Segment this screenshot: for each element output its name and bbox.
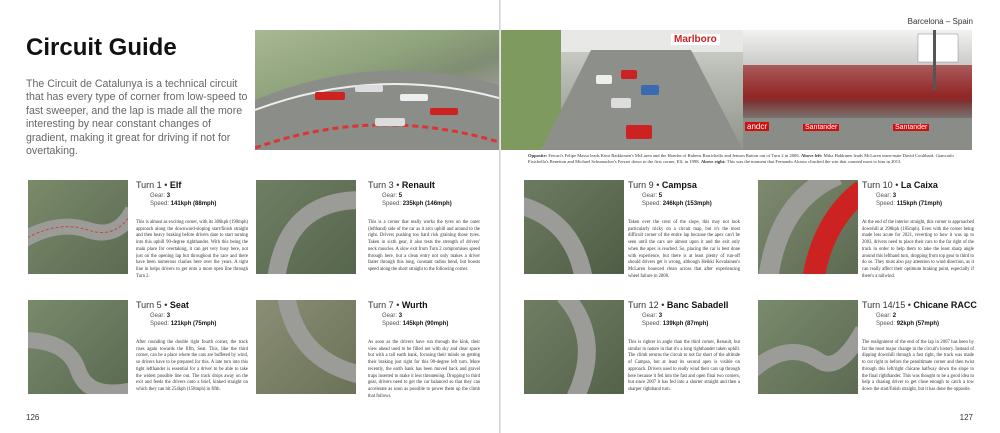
turn-thumbnail-campsa [524,180,624,274]
gear-stat [368,192,480,200]
turn-card-seat [136,300,248,394]
turn-thumbnail-renault [256,180,356,274]
speed-label: Speed: [642,321,662,327]
turn-number: Turn 12 [628,300,659,310]
turn-number: Turn 14/15 [862,300,906,310]
gear-value: 2 [892,313,897,319]
track-aerial-icon [28,180,128,274]
speed-value: 92kph (57mph) [896,321,940,327]
turn-title: Turn 12 • Banc Sabadell [628,300,729,310]
turn-description: This is almost as exciting corner, with its 306kph (190mph) approach along the downward-sloping start/finish straight and then heavy braking before drivers dare to start turning into this uphill 90-degree righthander. With this being the main place for overtaking, it can get very busy here, not just on the opening lap but throughout the race and there have been numerous clashes here over the years. A tight line in helps drivers to get onto a more open line through Turn 2. [136,220,248,279]
turn-description: After rounding the double right fourth corner, the track rises again towards the fifth, Seat. This, like the third corner, can be a place where the cars are buffeted by wind, so drivers have to be prepared for this. A late turn into this tight lefthander is essential for a driver to be able to take the widest possible line out. The track drops away on the exit and feeds the drivers onto a brief, kinked straight on which they can hit 254kph (158mph) in fifth. [136,340,248,392]
header-location: Barcelona – Spain [907,17,973,26]
turn-card-chicane-racc [862,300,977,394]
turn-description: Taken over the crest of the slope, this may not look particularly tricky on a circuit map, but it's the most difficult corner of the entire lap because the apex can't be seen until the cars are almost upon it and the exit only when the apex is reached. So, placing the car is best done with experience, but there is at least plenty of run-off should drivers get it wrong, although Heikki Kovalainen's McLaren bounced clean across that after experiencing wheel failure in 2008. [628,220,740,279]
turn-name: La Caixa [900,180,938,190]
photo-caption [528,153,972,165]
speed-label: Speed: [876,201,896,207]
turn-number: Turn 1 [136,180,162,190]
turn-card-wurth [368,300,480,400]
race-photo-alonso-2013-graphic [743,30,972,150]
speed-label: Speed: [642,201,662,207]
speed-label: Speed: [150,321,170,327]
marlboro-banner: Marlboro [671,34,720,45]
speed-stat [628,200,740,208]
turn-name: Seat [169,300,189,310]
speed-stat [136,320,248,328]
turn-description: This is righter in angle than the third corner, Renault, but similar in nature in that it's a long righthander taken uphill. The climb returns the circuit to not far short of the altitude of Campsa, but at least its second apex is visible on approach. Drivers used to really wind their cars up through here because it fed into the fast and open final two corners, but since 2007 it has fed into a shorter straight and then a sharper righthand turn. [628,340,740,392]
gear-label: Gear: [150,313,166,319]
speed-value: 121kph (75mph) [170,321,217,327]
race-photo-alonso-2013 [743,30,972,150]
gear-stat [368,312,480,320]
santander-banner-1: Santander [805,124,838,131]
caption-opposite-label: Opposite: [528,153,548,158]
gear-stat [628,312,740,320]
track-aerial-icon [524,180,624,274]
speed-stat [368,320,480,328]
gear-value: 3 [892,193,897,199]
caption-above-right-text: This was the moment that Fernando Alonso clinched the win that counted most to him in 2013. [726,159,902,165]
gear-label: Gear: [382,193,398,199]
caption-above-left-text: Mika Hakkinen leads McLaren team-mate David Coulthard, Giancarlo Fisichella's Benetton and Michael Schumacher's Ferrari down to the first corner, Elf, in 1998. [528,153,954,165]
gear-stat [136,312,248,320]
speed-stat [862,320,974,328]
gear-stat [136,192,248,200]
turn-card-renault [368,180,480,274]
turn-name: Elf [169,180,182,190]
turn-name: Wurth [401,300,428,310]
turn-number: Turn 9 [628,180,654,190]
turn-title: Turn 9 • Campsa [628,180,697,190]
speed-label: Speed: [382,201,402,207]
speed-label: Speed: [382,321,402,327]
turn-description: At the end of the interior straight, this corner is approached downhill at 298kph (185mph). Even with the corner being made less acute for 2021, reverting to how it was up to 2003, drivers need to place their cars to the far right of the track in order to help them to take the least sharp angle around this lefthand turn, dropping from top gear to third to do so. They must also pay attention to wind direction, as it can really affect their optimum braking point, especially if there's a tailwind. [862,220,974,279]
turn-title: Turn 5 • Seat [136,300,189,310]
turn-title: Turn 10 • La Caixa [862,180,938,190]
turn-card-banc-sabadell [628,300,740,394]
turn-number: Turn 3 [368,180,394,190]
gear-label: Gear: [642,193,658,199]
turn-description: As soon as the drivers have run through the kink, their view ahead used to be filled not with sky and clear space but with a tall earth bank, focusing their minds on getting their braking just right for this 90-degree left turn. More recently, the earth bank has been moved back and gravel traps inserted to make it less threatening. Dropping to third gear, drivers need to get the car balanced so that they can accelerate as soon as possible to power them up the climb that follows. [368,340,480,399]
turn-title: Turn 3 • Renault [368,180,435,190]
turn-title: Turn 1 • Elf [136,180,182,190]
race-photo-start-1998 [501,30,743,150]
speed-value: 141kph (88mph) [170,201,217,207]
track-aerial-icon [256,300,356,394]
gear-stat [628,192,740,200]
gear-label: Gear: [876,193,892,199]
track-aerial-icon [758,180,858,274]
track-aerial-icon [28,300,128,394]
gear-value: 3 [398,313,403,319]
gear-value: 3 [166,313,171,319]
track-aerial-icon [256,180,356,274]
speed-label: Speed: [150,201,170,207]
santander-banner-2: Santander [895,124,928,131]
race-photo-turn-2-graphic [255,30,499,150]
track-aerial-icon [524,300,624,394]
turn-thumbnail-elf [28,180,128,274]
turn-name: Campsa [661,180,697,190]
gear-stat [862,192,974,200]
turn-card-campsa [628,180,740,280]
turn-thumbnail-wurth [256,300,356,394]
race-photo-turn-2 [255,30,499,150]
turn-title: Turn 7 • Wurth [368,300,428,310]
turn-number: Turn 10 [862,180,893,190]
speed-value: 145kph (90mph) [402,321,449,327]
page-title: Circuit Guide [26,34,177,61]
turn-thumbnail-seat [28,300,128,394]
caption-opposite-text: Ferrari's Felipe Massa leads Kimi Raikkonen's McLaren and the Hondas of Rubens Barrichello and Jenson Button out of Turn 2 in 2006. [548,153,800,158]
gear-value: 3 [166,193,171,199]
turn-thumbnail-chicane-racc [758,300,858,394]
turn-description: This is a corner that really works the tyres on the outer (lefthand) side of the car as it arcs uphill and around to the right. Drivers pushing too hard risk graining those tyres. Taken in sixth gear, it also tests the strength of drivers' neck muscles. A slow exit from Turn 2 compromises speed through here, but a clean entry not only makes a driver faster through this long, constant radius bend, but boosts speed along the short straight to the following corner. [368,220,480,272]
intro-paragraph: The Circuit de Catalunya is a technical circuit that has every type of corner from low-speed to fast sweeper, and the lap is made all the more interesting by near constant changes of gradient, making it great for driving if not for overtaking. [26,78,248,158]
gear-value: 5 [658,193,663,199]
speed-stat [862,200,974,208]
gear-value: 5 [398,193,403,199]
track-aerial-icon [758,300,858,394]
speed-label: Speed: [876,321,896,327]
andcr-banner: andcr [747,122,768,131]
speed-value: 235kph (146mph) [402,201,452,207]
speed-value: 246kph (153mph) [662,201,712,207]
turn-thumbnail-la-caixa [758,180,858,274]
turn-title: Turn 14/15 • Chicane RACC [862,300,977,310]
caption-above-left-label: Above left: [800,153,823,158]
turn-card-la-caixa [862,180,974,280]
turn-name: Banc Sabadell [666,300,729,310]
speed-stat [628,320,740,328]
gear-label: Gear: [150,193,166,199]
page-number-left: 126 [26,413,40,422]
page-number-right: 127 [959,413,973,422]
turn-thumbnail-banc-sabadell [524,300,624,394]
speed-stat [368,200,480,208]
gear-label: Gear: [382,313,398,319]
turn-description: The realignment of the end of the lap in 2007 has been by far the most major change in the circuit's history. Instead of dipping downhill through a fast right, the track was made to cut right to before the penultimate corner and then twist through this left/right chicane halfway down the slope to the final righthander. This was thought to be a good idea to help a chasing driver to get close enough to catch a tow down the start/finish straight, but it has done the opposite. [862,340,974,392]
race-photo-start-1998-graphic [501,30,743,150]
speed-value: 139kph (87mph) [662,321,709,327]
gear-value: 3 [658,313,663,319]
gear-label: Gear: [876,313,892,319]
turn-name: Renault [401,180,435,190]
speed-value: 115kph (71mph) [896,201,943,207]
turn-name: Chicane RACC [913,300,977,310]
turn-number: Turn 5 [136,300,162,310]
gear-stat [862,312,974,320]
gear-label: Gear: [642,313,658,319]
turn-card-elf [136,180,248,280]
turn-number: Turn 7 [368,300,394,310]
caption-above-right-label: Above right: [700,159,726,165]
speed-stat [136,200,248,208]
